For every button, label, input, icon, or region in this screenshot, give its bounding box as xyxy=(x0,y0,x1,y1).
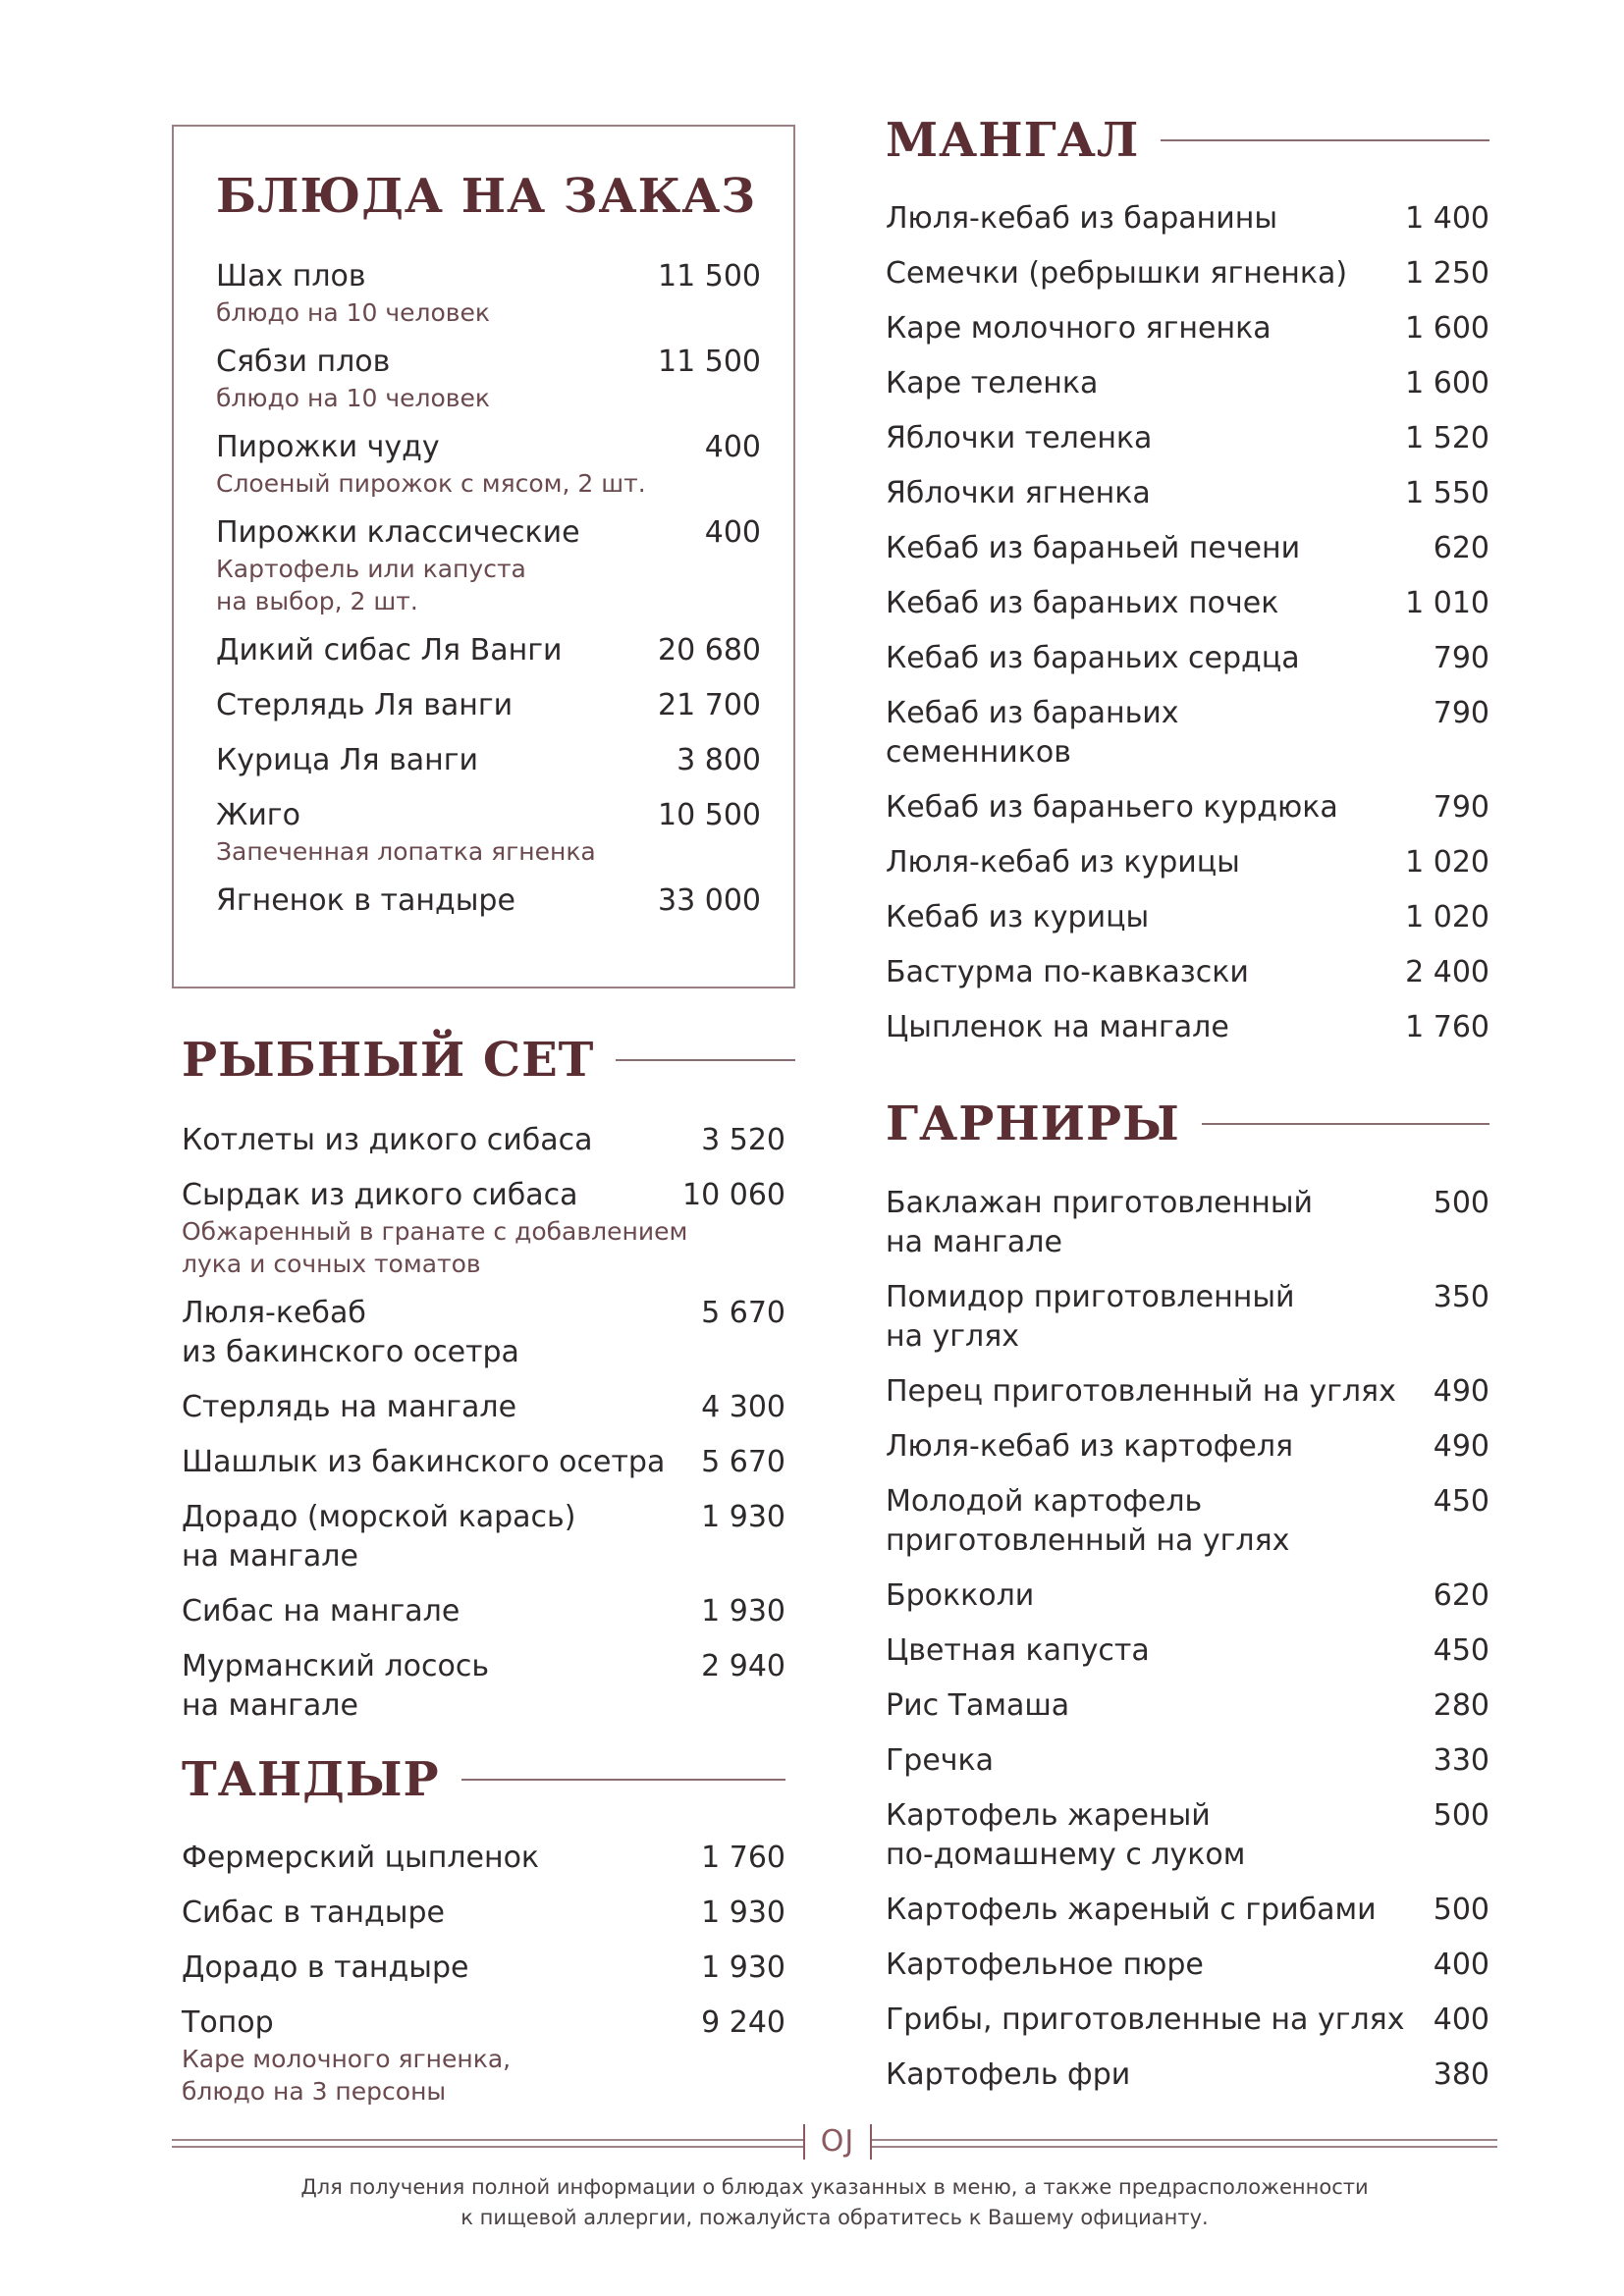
menu-item-name: Стерлядь Ля ванги xyxy=(216,688,514,722)
order-list xyxy=(216,257,761,936)
menu-item xyxy=(886,254,1489,294)
menu-item-price: 330 xyxy=(1433,1743,1489,1778)
menu-item-name: Перец приготовленный на углях xyxy=(886,1374,1396,1409)
menu-item xyxy=(886,2001,1489,2040)
menu-item xyxy=(886,584,1489,623)
menu-item-price: 10 060 xyxy=(682,1178,785,1212)
menu-item-price: 2 400 xyxy=(1405,955,1489,989)
menu-item xyxy=(886,1741,1489,1781)
sides-section-title-row xyxy=(886,1096,1489,1151)
menu-item-price: 3 800 xyxy=(677,743,761,777)
menu-item-name: Яблочки ягненка xyxy=(886,476,1151,510)
menu-item-row xyxy=(886,1427,1489,1467)
menu-item xyxy=(886,1278,1489,1357)
menu-item-name: Грибы, приготовленные на углях xyxy=(886,2002,1405,2037)
menu-item-price: 4 300 xyxy=(701,1390,785,1424)
allergy-note: Для получения полной информации о блюдах указанных в меню, а также предрасположенности к пищевой аллергии, пожалуйста обратитесь к Вашему официанту. xyxy=(300,2175,1369,2229)
menu-item xyxy=(886,419,1489,458)
menu-item xyxy=(886,199,1489,239)
menu-item-name: Рис Тамаша xyxy=(886,1688,1070,1723)
menu-item xyxy=(886,1184,1489,1262)
menu-item-name: Шах плов xyxy=(216,259,366,294)
menu-item-price: 620 xyxy=(1433,1578,1489,1613)
menu-item xyxy=(886,639,1489,678)
menu-item-row xyxy=(886,309,1489,348)
menu-item-price: 400 xyxy=(704,515,761,550)
menu-item-name: Мурманский лосось на мангале xyxy=(182,1649,490,1723)
menu-item-name: Молодой картофель приготовленный на углях xyxy=(886,1484,1290,1558)
grill-list xyxy=(886,199,1489,1063)
menu-item-row xyxy=(182,1294,785,1372)
menu-item-name: Кебаб из бараньего курдюка xyxy=(886,790,1338,825)
title-rule xyxy=(461,1779,785,1781)
menu-item xyxy=(886,694,1489,773)
menu-item-description: Обжаренный в гранате с добавлением лука и сочных томатов xyxy=(182,1217,688,1278)
menu-item-price: 1 020 xyxy=(1405,845,1489,880)
menu-item-price: 1 930 xyxy=(701,1594,785,1629)
menu-item xyxy=(182,2003,785,2108)
menu-item xyxy=(886,1372,1489,1412)
menu-item-price: 500 xyxy=(1433,1893,1489,1927)
menu-item-row xyxy=(886,788,1489,828)
menu-item xyxy=(886,953,1489,992)
menu-item-row xyxy=(182,1121,785,1160)
menu-item-row xyxy=(182,1949,785,1988)
menu-item-row xyxy=(182,1443,785,1482)
menu-item xyxy=(182,1894,785,1933)
menu-item-row xyxy=(886,1576,1489,1616)
menu-item-row xyxy=(216,741,761,780)
menu-item-name: Ягненок в тандыре xyxy=(216,883,515,918)
menu-item-row xyxy=(216,686,761,725)
menu-item-price: 500 xyxy=(1433,1798,1489,1833)
menu-item xyxy=(886,788,1489,828)
menu-item xyxy=(216,343,761,414)
menu-item-name: Гречка xyxy=(886,1743,995,1778)
menu-item-name: Люля-кебаб из баранины xyxy=(886,201,1278,236)
menu-item xyxy=(182,1592,785,1631)
menu-item-name: Люля-кебаб из курицы xyxy=(886,845,1240,880)
menu-item-price: 1 600 xyxy=(1405,366,1489,400)
menu-item-name: Баклажан приготовленный на мангале xyxy=(886,1186,1314,1259)
tandoor-list xyxy=(182,1839,785,2121)
menu-item-price: 5 670 xyxy=(701,1296,785,1330)
menu-item-price: 20 680 xyxy=(658,633,761,667)
menu-item xyxy=(182,1839,785,1878)
menu-item xyxy=(216,741,761,780)
menu-item-name: Стерлядь на мангале xyxy=(182,1390,517,1424)
menu-item xyxy=(182,1388,785,1427)
menu-item-name: Кебаб из бараньих сердца xyxy=(886,641,1300,675)
menu-item-name: Люля-кебаб из бакинского осетра xyxy=(182,1296,519,1369)
menu-item-row xyxy=(886,694,1489,773)
menu-item-row xyxy=(886,953,1489,992)
menu-item-description: Картофель или капуста на выбор, 2 шт. xyxy=(216,555,526,615)
menu-item-row xyxy=(182,1388,785,1427)
menu-item xyxy=(886,1482,1489,1561)
menu-item-price: 1 400 xyxy=(1405,201,1489,236)
menu-item-row xyxy=(886,529,1489,568)
menu-item-price: 280 xyxy=(1433,1688,1489,1723)
menu-item-description: Запеченная лопатка ягненка xyxy=(216,837,596,866)
menu-item xyxy=(216,796,761,868)
fish-list xyxy=(182,1121,785,1741)
menu-item xyxy=(886,364,1489,403)
menu-item-row xyxy=(182,1592,785,1631)
menu-item-name: Картофель жареный с грибами xyxy=(886,1893,1377,1927)
title-rule xyxy=(1161,139,1489,141)
menu-item-name: Яблочки теленка xyxy=(886,421,1153,455)
menu-item xyxy=(886,2056,1489,2095)
menu-item-price: 490 xyxy=(1433,1374,1489,1409)
menu-item-name: Дорадо (морской карась) на мангале xyxy=(182,1500,576,1574)
menu-item-name: Сырдак из дикого сибаса xyxy=(182,1178,578,1212)
fish-section-title: РЫБНЫЙ СЕТ xyxy=(182,1033,595,1088)
menu-item-row xyxy=(216,513,761,553)
menu-item-price: 1 760 xyxy=(1405,1010,1489,1044)
tandoor-section-title: ТАНДЫР xyxy=(182,1752,440,1807)
menu-item-name: Котлеты из дикого сибаса xyxy=(182,1123,593,1157)
menu-item xyxy=(182,1176,785,1280)
menu-item xyxy=(886,1008,1489,1047)
menu-item-price: 1 520 xyxy=(1405,421,1489,455)
menu-item xyxy=(886,898,1489,937)
menu-item-price: 790 xyxy=(1433,696,1489,730)
menu-item-price: 9 240 xyxy=(701,2005,785,2040)
menu-item-row xyxy=(182,1498,785,1576)
menu-item-row xyxy=(216,343,761,382)
menu-item-price: 1 250 xyxy=(1405,256,1489,291)
menu-item-name: Курица Ля ванги xyxy=(216,743,479,777)
menu-item xyxy=(886,1946,1489,1985)
menu-item xyxy=(886,1686,1489,1726)
menu-item-price: 1 020 xyxy=(1405,900,1489,934)
menu-item-name: Бастурма по-кавказски xyxy=(886,955,1249,989)
menu-item-name: Сибас на мангале xyxy=(182,1594,460,1629)
menu-item-row xyxy=(216,796,761,835)
menu-item-row xyxy=(886,1184,1489,1262)
menu-item-price: 1 930 xyxy=(701,1950,785,1985)
menu-item-row xyxy=(886,199,1489,239)
menu-item-row xyxy=(886,1741,1489,1781)
grill-section-title: МАНГАЛ xyxy=(886,113,1140,168)
menu-item-name: Сябзи плов xyxy=(216,345,391,379)
menu-item-row xyxy=(886,1372,1489,1412)
sides-list xyxy=(886,1184,1489,2110)
title-rule xyxy=(616,1059,795,1061)
menu-item-name: Каре теленка xyxy=(886,366,1099,400)
menu-item-row xyxy=(886,1278,1489,1357)
menu-item-price: 1 010 xyxy=(1405,586,1489,620)
menu-item-price: 11 500 xyxy=(658,345,761,379)
menu-item xyxy=(886,1796,1489,1875)
menu-item-name: Помидор приготовленный на углях xyxy=(886,1280,1295,1354)
menu-item-price: 2 940 xyxy=(701,1649,785,1683)
menu-item-row xyxy=(886,2001,1489,2040)
menu-item-row xyxy=(182,1894,785,1933)
menu-item-description: блюдо на 10 человек xyxy=(216,298,490,327)
menu-item-row xyxy=(886,584,1489,623)
menu-item-name: Сибас в тандыре xyxy=(182,1896,445,1930)
menu-item-price: 450 xyxy=(1433,1484,1489,1519)
menu-item-row xyxy=(886,1686,1489,1726)
menu-item xyxy=(216,686,761,725)
menu-item-name: Фермерский цыпленок xyxy=(182,1841,540,1875)
menu-item-row xyxy=(886,1482,1489,1561)
menu-item-name: Топор xyxy=(182,2005,274,2040)
menu-item-price: 620 xyxy=(1433,531,1489,565)
menu-item-price: 11 500 xyxy=(658,259,761,294)
menu-item-name: Шашлык из бакинского осетра xyxy=(182,1445,666,1479)
menu-item-name: Картофель жареный по-домашнему с луком xyxy=(886,1798,1246,1872)
menu-item xyxy=(886,474,1489,513)
menu-item-row xyxy=(182,1647,785,1726)
menu-item xyxy=(216,881,761,921)
menu-item-price: 350 xyxy=(1433,1280,1489,1314)
brand-logo: OJ xyxy=(803,2124,872,2160)
menu-item-row xyxy=(886,1891,1489,1930)
menu-item-name: Дорадо в тандыре xyxy=(182,1950,469,1985)
menu-item xyxy=(886,309,1489,348)
menu-item-name: Кебаб из бараньих почек xyxy=(886,586,1279,620)
menu-item-price: 790 xyxy=(1433,790,1489,825)
menu-item-row xyxy=(886,1946,1489,1985)
menu-item-price: 1 600 xyxy=(1405,311,1489,346)
menu-item-price: 790 xyxy=(1433,641,1489,675)
tandoor-section-title-row xyxy=(182,1752,785,1807)
menu-item-row xyxy=(216,631,761,670)
menu-item-name: Каре молочного ягненка xyxy=(886,311,1272,346)
menu-item-price: 450 xyxy=(1433,1633,1489,1668)
menu-item xyxy=(886,1427,1489,1467)
menu-item-description: Каре молочного ягненка, блюдо на 3 персоны xyxy=(182,2045,512,2106)
menu-item-row xyxy=(886,419,1489,458)
order-section-title: БЛЮДА НА ЗАКАЗ xyxy=(216,169,756,224)
menu-item-name: Кебаб из бараньей печени xyxy=(886,531,1301,565)
menu-item-name: Семечки (ребрышки ягненка) xyxy=(886,256,1348,291)
menu-item-name: Цветная капуста xyxy=(886,1633,1150,1668)
menu-item xyxy=(182,1949,785,1988)
menu-item xyxy=(182,1294,785,1372)
fish-section-title-row xyxy=(182,1033,795,1088)
grill-section-title-row xyxy=(886,113,1489,168)
menu-item-name: Пирожки классические xyxy=(216,515,580,550)
sides-section-title: ГАРНИРЫ xyxy=(886,1096,1180,1151)
menu-item xyxy=(216,513,761,617)
menu-item-row xyxy=(182,2003,785,2043)
menu-item-row xyxy=(216,257,761,296)
menu-item-description: Слоеный пирожок с мясом, 2 шт. xyxy=(216,469,646,498)
menu-item-price: 33 000 xyxy=(658,883,761,918)
menu-item-price: 1 760 xyxy=(701,1841,785,1875)
menu-item-description: блюдо на 10 человек xyxy=(216,384,490,412)
menu-item xyxy=(886,1576,1489,1616)
menu-item-price: 1 550 xyxy=(1405,476,1489,510)
menu-item-name: Картофель фри xyxy=(886,2057,1131,2092)
menu-item xyxy=(886,1891,1489,1930)
menu-item xyxy=(886,1631,1489,1671)
menu-item-price: 400 xyxy=(1433,2002,1489,2037)
menu-item xyxy=(182,1443,785,1482)
menu-item-price: 1 930 xyxy=(701,1896,785,1930)
menu-item-row xyxy=(216,428,761,467)
menu-item-row xyxy=(216,881,761,921)
order-section-title-row xyxy=(216,169,761,224)
menu-item-name: Цыпленок на мангале xyxy=(886,1010,1229,1044)
menu-item-name: Брокколи xyxy=(886,1578,1035,1613)
menu-item-price: 21 700 xyxy=(658,688,761,722)
menu-item-row xyxy=(886,2056,1489,2095)
title-rule xyxy=(1202,1123,1489,1125)
menu-item-row xyxy=(886,364,1489,403)
menu-item-price: 3 520 xyxy=(701,1123,785,1157)
menu-item-row xyxy=(886,898,1489,937)
menu-item-row xyxy=(182,1176,785,1215)
menu-item-row xyxy=(886,474,1489,513)
menu-item-price: 1 930 xyxy=(701,1500,785,1534)
menu-item-price: 400 xyxy=(704,430,761,464)
menu-item xyxy=(182,1121,785,1160)
menu-item-row xyxy=(886,1008,1489,1047)
menu-item-name: Кебаб из бараньих семенников xyxy=(886,696,1179,770)
menu-item-name: Пирожки чуду xyxy=(216,430,440,464)
menu-item-name: Кебаб из курицы xyxy=(886,900,1150,934)
menu-item-price: 490 xyxy=(1433,1429,1489,1464)
menu-item xyxy=(886,529,1489,568)
menu-item-row xyxy=(182,1839,785,1878)
menu-item xyxy=(886,843,1489,882)
menu-item-price: 10 500 xyxy=(658,798,761,832)
menu-item-price: 5 670 xyxy=(701,1445,785,1479)
menu-item-row xyxy=(886,843,1489,882)
menu-item-name: Картофельное пюре xyxy=(886,1948,1204,1982)
menu-item-price: 400 xyxy=(1433,1948,1489,1982)
menu-item xyxy=(182,1647,785,1726)
menu-item xyxy=(216,428,761,500)
menu-item-price: 500 xyxy=(1433,1186,1489,1220)
menu-item-row xyxy=(886,1796,1489,1875)
menu-item-name: Дикий сибас Ля Ванги xyxy=(216,633,563,667)
menu-item-row xyxy=(886,639,1489,678)
menu-item xyxy=(216,631,761,670)
menu-item-name: Жиго xyxy=(216,798,300,832)
menu-item xyxy=(182,1498,785,1576)
menu-item xyxy=(216,257,761,329)
menu-item-row xyxy=(886,1631,1489,1671)
menu-item-name: Люля-кебаб из картофеля xyxy=(886,1429,1294,1464)
menu-item-price: 380 xyxy=(1433,2057,1489,2092)
menu-item-row xyxy=(886,254,1489,294)
